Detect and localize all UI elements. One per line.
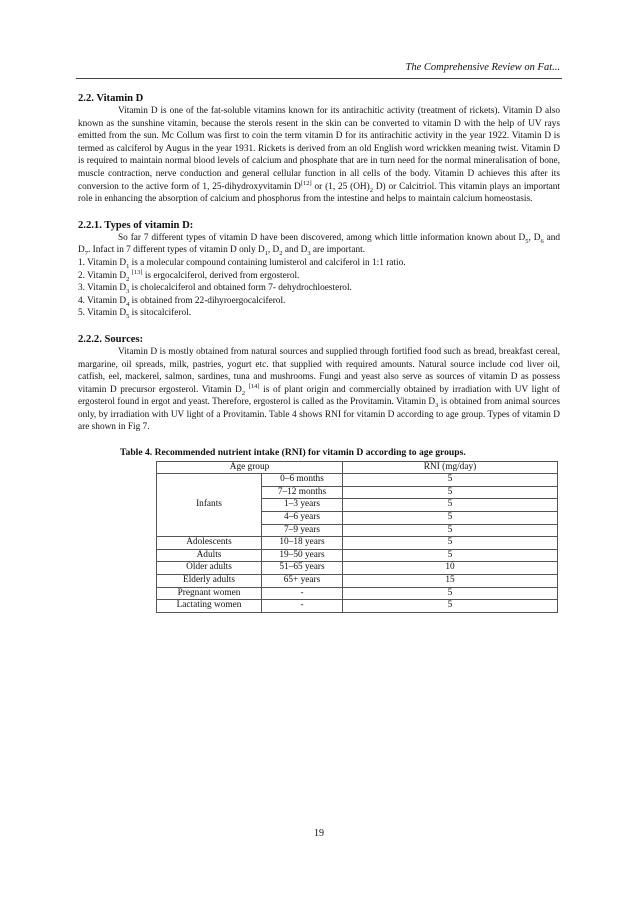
rni-cell: 15 [343,575,558,588]
types-intro-c: and D [78,232,560,256]
list-item-pre: 2. Vitamin D [78,270,127,281]
rni-cell: 5 [343,537,558,550]
subscript: 2 [369,186,373,194]
list-item-pre: 5. Vitamin D [78,308,127,319]
citation-ref: [13] [131,268,143,276]
types-intro-f: and D [282,245,308,256]
table-row [157,474,558,487]
group-cell: Older adults [157,562,262,575]
list-item [78,295,560,308]
types-intro-b: , D [528,232,541,243]
subscript: 7 [84,250,88,258]
age-cell: 4–6 years [262,512,343,525]
subscript: 5 [126,313,130,321]
list-item-pre: 4. Vitamin D [78,295,127,306]
sources-text-a: Vitamin D is mostly obtained from natural sources and supplied through fortified food such as bread, breakfast cereal, margarine, oil spreads, milk, pastries, yogurt etc. that supplied with required amounts. Natural source include cod liver oil, catfish, eel, mackerel, salmon, sardines, tuna and mushrooms. Fungi and yeast also serve as sources of vitamin D as possess vitamin D precursor ergosterol. Vitamin D [78,346,560,395]
types-intro-g: are important. [310,245,366,256]
section-heading-types: 2.2.1. Types of vitamin D: [78,219,194,231]
citation-ref: [14] [248,382,260,390]
types-intro-d: . Infact in 7 different types of vitamin D only D [87,245,265,256]
table-row [157,600,558,613]
subscript: 1 [126,262,130,270]
subscript: 2 [241,389,246,397]
citation-ref: [12] [300,179,312,187]
table-row [157,587,558,600]
age-cell: - [262,587,343,600]
rni-cell: 5 [343,512,558,525]
rni-cell: 10 [343,562,558,575]
subscript: 6 [540,237,544,245]
page-number: 19 [314,828,324,839]
rni-cell: 5 [343,600,558,613]
group-cell-infants: Infants [157,474,262,537]
list-item [78,307,560,320]
types-intro-e: , D [267,245,280,256]
rni-cell: 5 [343,499,558,512]
page-content [78,92,560,613]
age-cell: - [262,600,343,613]
column-header-rni: RNI (mg/day) [343,461,558,474]
vitamin-d-paragraph-mid: or (1, 25 (OH) [311,181,370,192]
group-cell: Elderly adults [157,575,262,588]
list-item-pre: 3. Vitamin D [78,283,127,294]
age-cell: 19–50 years [262,549,343,562]
table-caption: Table 4. Recommended nutrient intake (RNI) for vitamin D according to age groups. [120,447,466,459]
rni-cell: 5 [343,486,558,499]
age-cell: 51–65 years [262,562,343,575]
age-cell: 65+ years [262,575,343,588]
list-item [78,270,560,283]
age-cell: 7–12 months [262,486,343,499]
list-item-post: is obtained from 22-dihyroergocalciferol. [129,295,286,306]
subscript: 5 [525,237,529,245]
section-heading-vitamin-d: 2.2. Vitamin D [78,93,144,104]
section-heading-sources: 2.2.2. Sources: [78,333,144,345]
vitamin-d-paragraph-end: D) or Calcitriol. This vitamin plays an important role in enhancing the absorption of calcium and phosphorus from the intestine and helps to maintain calcium homeostasis. [78,181,561,205]
group-cell: Adolescents [157,537,262,550]
table-row [157,537,558,550]
group-cell: Pregnant women [157,587,262,600]
age-cell: 10–18 years [262,537,343,550]
sources-paragraph [78,346,560,434]
list-item [78,282,560,295]
column-header-age-group: Age group [157,461,343,474]
age-cell: 1–3 years [262,499,343,512]
group-cell: Lactating women [157,600,262,613]
subscript: 1 [264,250,268,258]
list-item-post: is ergocalciferol, derived from ergosterol. [142,270,300,281]
subscript: 3 [307,250,311,258]
list-item-pre: 1. Vitamin D [78,257,127,268]
table-row [157,575,558,588]
subscript: 2 [126,275,130,283]
list-item [78,257,560,270]
group-cell: Adults [157,549,262,562]
rni-cell: 5 [343,549,558,562]
types-intro-paragraph [78,232,560,257]
sources-text-b: is of plant origin and commercially obtained by irradiation with UV light of ergosterol found in ergot and yeast. Therefore, ergosterol is called as the Provitamin. Vitamin D [78,384,560,408]
running-header: The Comprehensive Review on Fat... [405,62,560,73]
table-row [157,549,558,562]
vitamin-d-paragraph [78,105,560,206]
age-cell: 7–9 years [262,524,343,537]
rni-cell: 5 [343,474,558,487]
rni-cell: 5 [343,524,558,537]
list-item-post: is a molecular compound containing lumisterol and calciferol in 1:1 ratio. [129,257,406,268]
header-rule [76,78,562,79]
rni-cell: 5 [343,587,558,600]
types-intro-a: So far 7 different types of vitamin D have been discovered, among which little information known about D [118,232,526,243]
table-header-row [157,461,558,474]
sources-text-c: is obtained from animal sources only, by irradiation with UV light of a Provitamin. Table 4 shows RNI for vitamin D according to age group. Types of vitamin D are shown in Fig 7. [78,397,560,433]
age-cell: 0–6 months [262,474,343,487]
types-list [78,257,560,320]
vitamin-d-paragraph-text: Vitamin D is one of the fat-soluble vitamins known for its antirachitic activity (treatment of rickets). Vitamin D also known as the sunshine vitamin, because the sterols resent in the skin can be converted to vitamin D with the help of UV rays emitted from the sun. Mc Collum was first to coin the term vitamin D for its antirachitic activity in the year 1922. Vitamin D is termed as calciferol by Augus in the year 1931. Rickets is derived from an old English word wrickken meaning twist. Vitamin D is required to maintain normal blood levels of calcium and phosphate that are in turn need for the normal mineralisation of bone, muscle contraction, nerve conduction and general cellular function in all cells of the body. Vitamin D achieves this after its conversion to the active form of 1, 25-dihydroxyvitamin D [78,106,560,192]
subscript: 4 [126,300,130,308]
rni-table [156,461,558,613]
subscript: 3 [435,402,439,410]
list-item-post: is cholecalciferol and obtained form 7- dehydrochloesterol. [129,283,352,294]
table-row [157,562,558,575]
subscript: 3 [126,287,130,295]
list-item-post: is sitocalciferol. [129,308,192,319]
subscript: 2 [279,250,283,258]
